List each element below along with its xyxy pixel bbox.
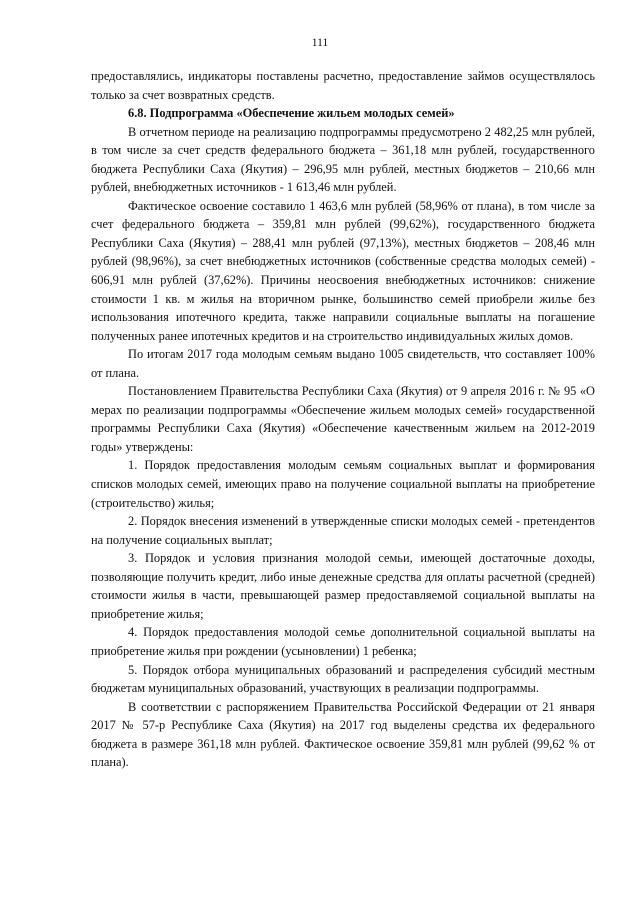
paragraph-continuation: предоставлялись, индикаторы поставлены расчетно, предоставление займов осуществлялось только за счет возвратных средств. [91, 69, 595, 102]
document-body [91, 67, 595, 772]
list-item-2: 2. Порядок внесения изменений в утвержденные списки молодых семей - претендентов на получение социальных выплат; [91, 514, 595, 547]
list-item-5: 5. Порядок отбора муниципальных образований и распределения субсидий местным бюджетам муниципальных образований, участвующих в реализации подпрограммы. [91, 662, 595, 696]
paragraph-certificates: По итогам 2017 года молодым семьям выдано 1005 свидетельств, что составляет 100% от плана. [91, 347, 595, 380]
section-heading: 6.8. Подпрограмма «Обеспечение жильем молодых семей» [128, 106, 455, 121]
paragraph-federal-order: В соответствии с распоряжением Правительства Российской Федерации от 21 января 2017 № 57-р Республике Саха (Якутия) на 2017 год выделены средства их федерального бюджета в размере 361,18 млн рублей. Фактическое освоение 359,81 млн рублей (99,62 % от плана). [91, 699, 595, 770]
list-item-4: 4. Порядок предоставления молодой семье дополнительной социальной выплаты на приобретение жилья при рождении (усыновлении) 1 ребенка; [91, 625, 595, 658]
page-number: 111 [311, 37, 329, 49]
list-item-1: 1. Порядок предоставления молодым семьям социальных выплат и формирования списков молодых семей, имеющих право на получение социальной выплаты на приобретение (строительство) жилья; [91, 458, 595, 510]
paragraph-resolution: Постановлением Правительства Республики Саха (Якутия) от 9 апреля 2016 г. № 95 «О мерах по реализации подпрограммы «Обеспечение жильем молодых семей» государственной программы Республики Саха (Якутия) «Обеспечение качественным жильем на 2012-2019 годы» утверждены: [91, 384, 595, 454]
paragraph-actual-spending: Фактическое освоение составило 1 463,6 млн рублей (58,96% от плана), в том числе за счет федерального бюджета – 359,81 млн рублей (99,62%), государственного бюджета Республики Саха (Якутия) – 288,41 млн рублей (97,13%), местных бюджетов – 208,46 млн рублей (98,96%), за счет внебюджетных источников (собственные средства молодых семей) - 606,91 млн рублей (37,62%). Причины неосвоения внебюджетных источников: снижение стоимости 1 кв. м жилья на вторичном рынке, большинство семей приобрели жилье без использования ипотечного кредита, также направили социальные выплаты на погашение полученных ранее ипотечных кредитов и на строительство индивидуальных жилых домов. [91, 198, 595, 343]
paragraph-planned-funding: В отчетном периоде на реализацию подпрограммы предусмотрено 2 482,25 млн рублей, в том числе за счет средств федерального бюджета – 361,18 млн рублей, государственного бюджета Республики Саха (Якутия) – 296,95 млн рублей, местных бюджетов – 210,66 млн рублей, внебюджетных источников - 1 613,46 млн рублей. [91, 124, 595, 195]
list-item-3: 3. Порядок и условия признания молодой семьи, имеющей достаточные доходы, позволяющие получить кредит, либо иные денежные средства для оплаты расчетной (средней) стоимости жилья в части, превышающей размер предоставляемой социальной выплаты на приобретение жилья; [91, 551, 595, 621]
